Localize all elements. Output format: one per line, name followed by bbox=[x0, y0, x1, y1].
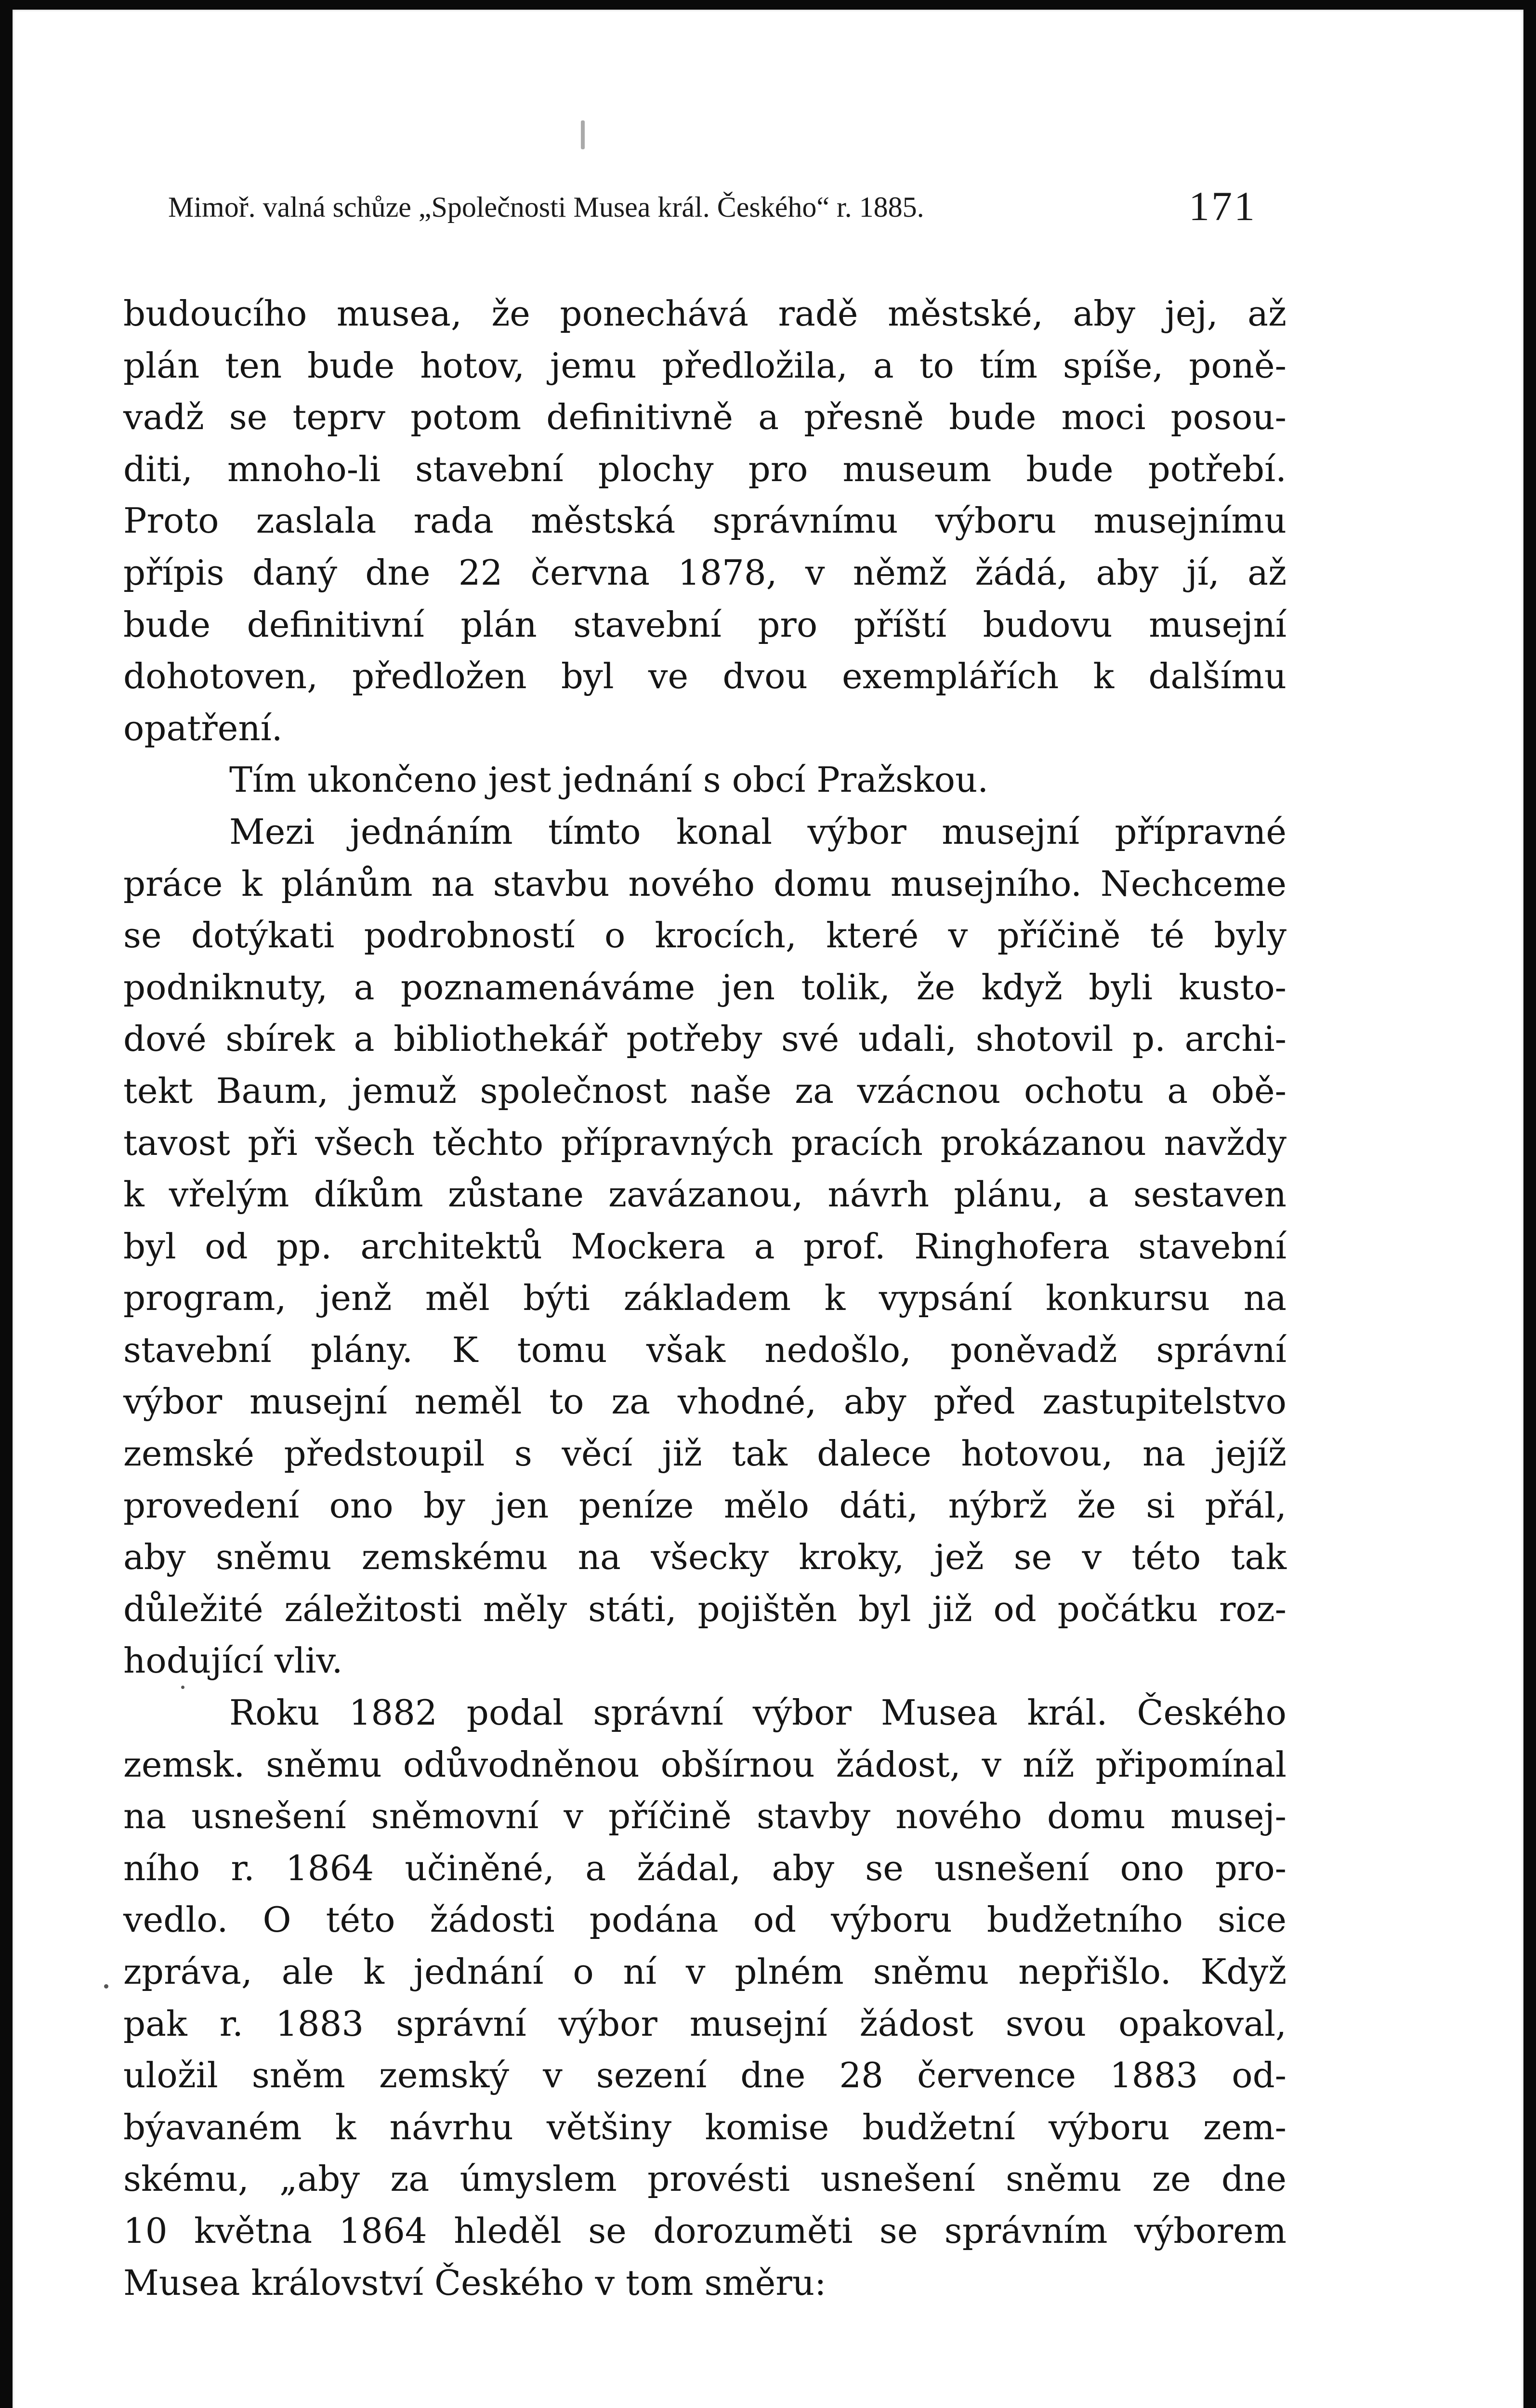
text-line: ního r. 1864 učiněné, a žádal, aby se usnešení ono pro- bbox=[123, 1847, 1287, 1888]
paragraph bbox=[123, 806, 1287, 1687]
text-line: podniknuty, a poznamenáváme jen tolik, že když byli kusto- bbox=[123, 967, 1287, 1008]
paragraph bbox=[123, 754, 1287, 806]
page-number: 171 bbox=[1189, 183, 1257, 229]
text-line: budoucího musea, že ponechává radě městské, aby jej, až bbox=[123, 293, 1287, 334]
text-line: důležité záležitosti měly státi, pojištěn byl již od počátku roz- bbox=[123, 1588, 1287, 1629]
text-line: vedlo. O této žádosti podána od výboru budžetního sice bbox=[123, 1899, 1287, 1940]
text-line: dové sbírek a bibliothekář potřeby své udali, shotovil p. archi- bbox=[123, 1019, 1287, 1060]
paragraph bbox=[123, 1687, 1287, 2309]
text-line: aby sněmu zemskému na všecky kroky, jež se v této tak bbox=[123, 1537, 1287, 1578]
text-line: Musea království Českého v tom směru: bbox=[123, 2262, 827, 2303]
text-line: výbor musejní neměl to za vhodné, aby před zastupitelstvo bbox=[123, 1381, 1287, 1422]
text-line: hodující vliv. bbox=[123, 1640, 343, 1681]
running-header bbox=[168, 182, 1257, 235]
text-line: býavaném k návrhu většiny komise budžetní výboru zem- bbox=[123, 2107, 1287, 2147]
text-line: Roku 1882 podal správní výbor Musea král. Českého bbox=[229, 1692, 1287, 1733]
text-line: plán ten bude hotov, jemu předložila, a to tím spíše, poně- bbox=[123, 345, 1287, 386]
text-line: zemské předstoupil s věcí již tak dalece hotovou, na jejíž bbox=[123, 1433, 1287, 1474]
text-line: byl od pp. architektů Mockera a prof. Ringhofera stavební bbox=[123, 1226, 1287, 1267]
text-line: 10 května 1864 hleděl se dorozuměti se správním výborem bbox=[123, 2210, 1287, 2251]
text-line: přípis daný dne 22 června 1878, v němž žádá, aby jí, až bbox=[123, 552, 1287, 593]
scanned-page bbox=[13, 10, 1523, 2408]
text-line: Mezi jednáním tímto konal výbor musejní přípravné bbox=[229, 811, 1287, 852]
text-line: stavební plány. K tomu však nedošlo, poněvadž správní bbox=[123, 1329, 1287, 1370]
text-line: bude definitivní plán stavební pro příští budovu musejní bbox=[123, 604, 1287, 645]
text-line: se dotýkati podrobností o krocích, které v příčině té byly bbox=[123, 915, 1287, 956]
text-line: opatření. bbox=[123, 707, 283, 748]
text-line: program, jenž měl býti základem k vypsání konkursu na bbox=[123, 1278, 1287, 1319]
text-line: na usnešení sněmovní v příčině stavby nového domu musej- bbox=[123, 1796, 1287, 1837]
text-line: vadž se teprv potom definitivně a přesně bude moci posou- bbox=[123, 397, 1287, 438]
text-line: skému, „aby za úmyslem provésti usnešení sněmu ze dne bbox=[123, 2159, 1287, 2199]
text-line: provedení ono by jen peníze mělo dáti, nýbrž že si přál, bbox=[123, 1485, 1287, 1526]
text-line: pak r. 1883 správní výbor musejní žádost svou opakoval, bbox=[123, 2003, 1287, 2044]
text-line: Tím ukončeno jest jednání s obcí Pražskou. bbox=[229, 759, 989, 800]
scan-speck bbox=[104, 1984, 108, 1989]
text-line: dohotoven, předložen byl ve dvou exemplářích k dalšímu bbox=[123, 656, 1287, 697]
text-line: zemsk. sněmu odůvodněnou obšírnou žádost, v níž připomínal bbox=[123, 1744, 1287, 1785]
running-title: Mimoř. valná schůze „Společnosti Musea král. Českého“ r. 1885. bbox=[168, 191, 924, 223]
body-text bbox=[123, 288, 1287, 2309]
text-line: práce k plánům na stavbu nového domu musejního. Nechceme bbox=[123, 863, 1287, 904]
text-line: Proto zaslala rada městská správnímu výboru musejnímu bbox=[123, 500, 1287, 541]
text-line: k vřelým díkům zůstane zavázanou, návrh plánu, a sestaven bbox=[123, 1174, 1287, 1215]
text-line: diti, mnoho-li stavební plochy pro museum bude potřebí. bbox=[123, 448, 1287, 489]
text-line: zpráva, ale k jednání o ní v plném sněmu nepřišlo. Když bbox=[123, 1951, 1287, 1992]
scan-speck bbox=[181, 1686, 184, 1689]
text-line: uložil sněm zemský v sezení dne 28 července 1883 od- bbox=[123, 2055, 1287, 2096]
text-line: tekt Baum, jemuž společnost naše za vzácnou ochotu a obě- bbox=[123, 1070, 1287, 1111]
text-line: tavost při všech těchto přípravných pracích prokázanou navždy bbox=[123, 1122, 1287, 1163]
scan-speck bbox=[581, 120, 585, 149]
paragraph bbox=[123, 288, 1287, 754]
